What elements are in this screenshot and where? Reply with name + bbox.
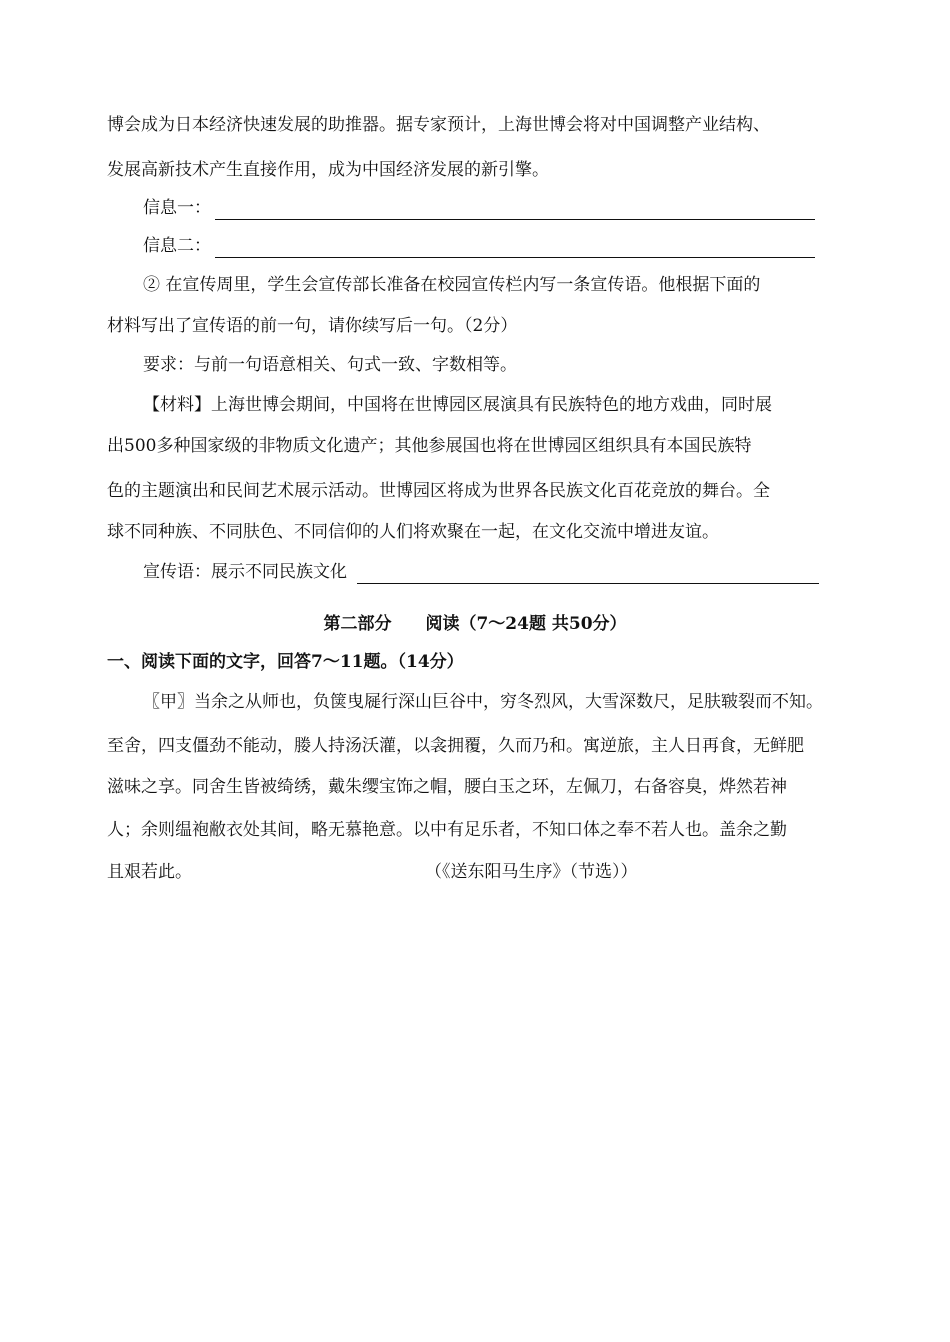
classical-text-line-4: 人；余则缊袍敝衣处其间，略无慕艳意。以中有足乐者，不知口体之奉不若人也。盖余之勤 <box>107 820 787 840</box>
material-line-3: 色的主题演出和民间艺术展示活动。世博园区将成为世界各民族文化百花竞放的舞台。全 <box>107 481 770 501</box>
info1-row <box>143 196 815 220</box>
info2-label: 信息二： <box>143 236 211 256</box>
section1-title: 一、阅读下面的文字，回答7～11题。（14分） <box>107 652 464 672</box>
info2-row <box>143 234 815 258</box>
classical-text-line-3: 滋味之享。同舍生皆被绮绣，戴朱缨宝饰之帽，腰白玉之环，左佩刀，右备容臭，烨然若神 <box>107 777 787 797</box>
material-line-2: 出500多种国家级的非物质文化遗产；其他参展国也将在世博园区组织具有本国民族特 <box>107 436 752 456</box>
slogan-label: 宣传语：展示不同民族文化 <box>143 562 347 582</box>
question2-line-2: 材料写出了宣传语的前一句，请你续写后一句。（2分） <box>107 316 518 336</box>
material-line-4: 球不同种族、不同肤色、不同信仰的人们将欢聚在一起，在文化交流中增进友谊。 <box>107 522 719 542</box>
passage-line-1: 博会成为日本经济快速发展的助推器。据专家预计，上海世博会将对中国调整产业结构、 <box>107 115 770 135</box>
slogan-row <box>143 560 819 584</box>
question2-line-1: ② 在宣传周里，学生会宣传部长准备在校园宣传栏内写一条宣传语。他根据下面的 <box>143 275 761 295</box>
classical-text-line-2: 至舍，四支僵劲不能动，媵人持汤沃灌，以衾拥覆，久而乃和。寓逆旅，主人日再食，无鲜肥 <box>107 736 804 756</box>
info1-answer-line[interactable] <box>215 201 815 220</box>
passage-line-2: 发展高新技术产生直接作用，成为中国经济发展的新引擎。 <box>107 160 549 180</box>
slogan-answer-line[interactable] <box>357 565 819 584</box>
info1-label: 信息一： <box>143 198 211 218</box>
part2-heading: 第二部分 阅读（7～24题 共50分） <box>323 614 627 634</box>
classical-text-line-1: 〖甲〗当余之从师也，负箧曳屣行深山巨谷中，穷冬烈风，大雪深数尺，足肤皲裂而不知。 <box>143 692 823 712</box>
material-line-1: 【材料】上海世博会期间，中国将在世博园区展演具有民族特色的地方戏曲，同时展 <box>143 395 772 415</box>
requirement-text: 要求：与前一句语意相关、句式一致、字数相等。 <box>143 355 517 375</box>
classical-text-line-5: 且艰若此。 <box>107 862 192 882</box>
info2-answer-line[interactable] <box>215 239 815 258</box>
source-citation: （《送东阳马生序》（节选）） <box>425 862 638 882</box>
